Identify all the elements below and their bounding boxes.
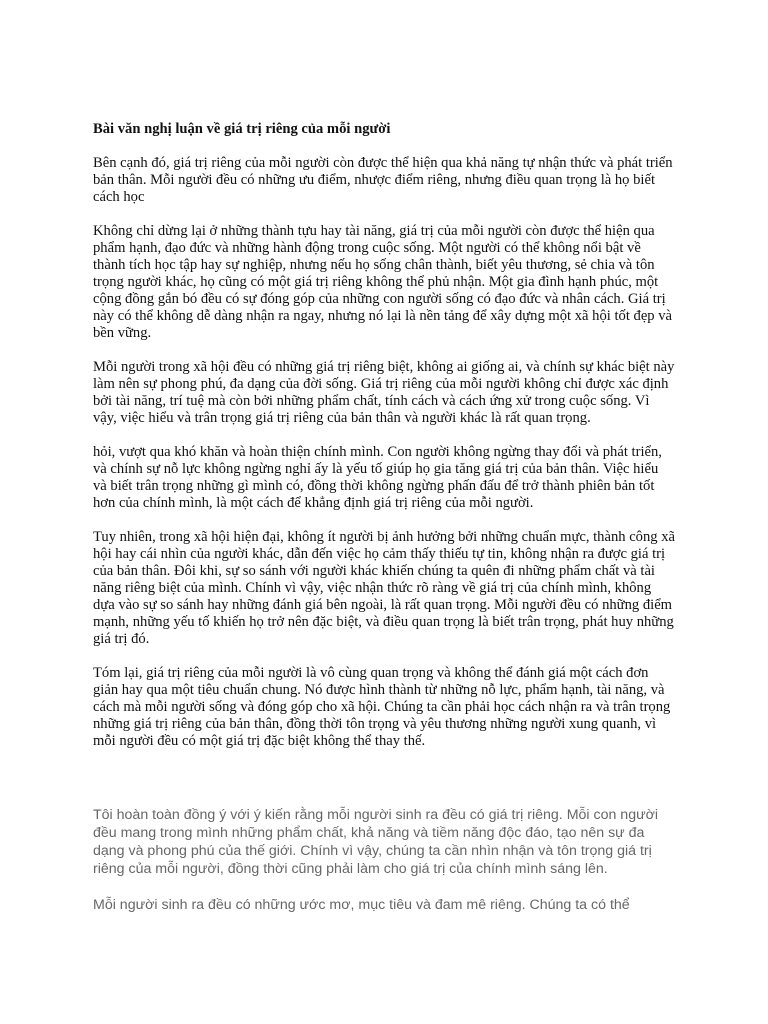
gray-paragraph: Tôi hoàn toàn đồng ý với ý kiến rằng mỗi người sinh ra đều có giá trị riêng. Mỗi con người đều mang trong mình những phẩm chất, khả năng và tiềm năng độc đáo, tạo nên sự đa dạng và phong phú của thế giới. Chính vì vậy, chúng ta cần nhìn nhận và tôn trọng giá trị riêng của mỗi người, đồng thời cũng phải làm cho giá trị của chính mình sáng lên. (93, 807, 659, 877)
gray-text-section (93, 806, 675, 932)
paragraph: hỏi, vượt qua khó khăn và hoàn thiện chính mình. Con người không ngừng thay đổi và phát triển, và chính sự nỗ lực không ngừng nghỉ ấy là yếu tố giúp họ gia tăng giá trị của bản thân. Việc hiểu và biết trân trọng những gì mình có, đồng thời không ngừng phấn đấu để trở thành phiên bản tốt hơn của chính mình, là một cách để khẳng định giá trị riêng của mỗi người. (93, 444, 662, 511)
gray-paragraph: Mỗi người sinh ra đều có những ước mơ, mục tiêu và đam mê riêng. Chúng ta có thể (93, 897, 630, 913)
paragraph: Mỗi người trong xã hội đều có những giá trị riêng biệt, không ai giống ai, và chính sự khác biệt này làm nên sự phong phú, đa dạng của đời sống. Giá trị riêng của mỗi người không chỉ được xác định bởi tài năng, trí tuệ mà còn bởi những phẩm chất, tính cách và cách ứng xử trong cuộc sống. Vì vậy, việc hiểu và trân trọng giá trị riêng của bản thân và người khác là rất quan trọng. (93, 359, 675, 426)
document-title: Bài văn nghị luận về giá trị riêng của mỗi người (93, 121, 391, 137)
paragraph: Không chỉ dừng lại ở những thành tựu hay tài năng, giá trị của mỗi người còn được thể hiện qua phẩm hạnh, đạo đức và những hành động trong cuộc sống. Một người có thể không nổi bật về thành tích học tập hay sự nghiệp, nhưng nếu họ sống chân thành, biết yêu thương, sẻ chia và tôn trọng người khác, họ cũng có một giá trị riêng không thể phủ nhận. Một gia đình hạnh phúc, một cộng đồng gắn bó đều có sự đóng góp của những con người sống có đạo đức và nhân cách. Giá trị này có thể không dễ dàng nhận ra ngay, nhưng nó lại là nền tảng để xây dựng một xã hội tốt đẹp và bền vững. (93, 223, 673, 341)
paragraph: Tuy nhiên, trong xã hội hiện đại, không ít người bị ảnh hưởng bởi những chuẩn mực, thành công xã hội hay cái nhìn của người khác, dẫn đến việc họ cảm thấy thiếu tự tin, không nhận ra được giá trị của bản thân. Đôi khi, sự so sánh với người khác khiến chúng ta quên đi những phẩm chất và tài năng riêng biệt của mình. Chính vì vậy, việc nhận thức rõ ràng về giá trị của chính mình, không dựa vào sự so sánh hay những đánh giá bên ngoài, là rất quan trọng. Mỗi người đều có những điểm mạnh, những yếu tố khiến họ trở nên đặc biệt, và điều quan trọng là biết trân trọng, phát huy những giá trị đó. (93, 529, 675, 647)
paragraph: Bên cạnh đó, giá trị riêng của mỗi người còn được thể hiện qua khả năng tự nhận thức và phát triển bản thân. Mỗi người đều có những ưu điểm, nhược điểm riêng, nhưng điều quan trọng là họ biết cách học (93, 155, 673, 205)
document-body (93, 121, 675, 767)
paragraph: Tóm lại, giá trị riêng của mỗi người là vô cùng quan trọng và không thể đánh giá một cách đơn giản hay qua một tiêu chuẩn chung. Nó được hình thành từ những nỗ lực, phẩm hạnh, tài năng, và cách mà mỗi người sống và đóng góp cho xã hội. Chúng ta cần phải học cách nhận ra và trân trọng những giá trị riêng của bản thân, đồng thời tôn trọng và yêu thương những người xung quanh, vì mỗi người đều có một giá trị đặc biệt không thể thay thế. (93, 665, 671, 749)
